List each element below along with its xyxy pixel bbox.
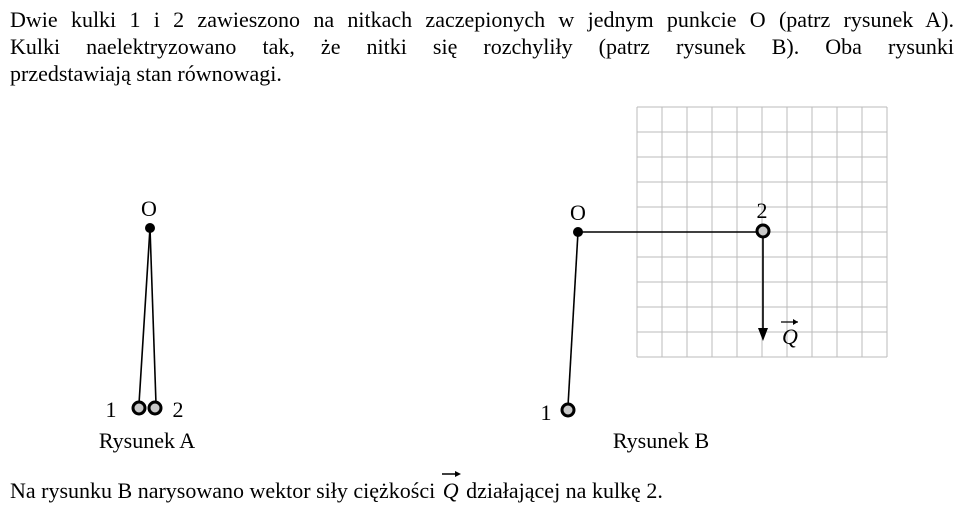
figure-a-thread-1 [139, 228, 150, 404]
figure-b-ball-2-label: 2 [756, 198, 768, 223]
statement-line-1: Dwie kulki 1 i 2 zawieszono na nitkach zaczepionych w jednym punkcie O (patrz rysunek A). [10, 7, 954, 32]
figure-b-ball-1-label: 1 [540, 400, 552, 425]
question-text [10, 477, 663, 505]
statement-line-2: Kulki naelektryzowano tak, że nitki się rozchyliły (patrz rysunek B). Oba rysunki [10, 34, 954, 59]
figure-a-ball-1-label: 1 [105, 397, 117, 422]
question-vector [441, 477, 461, 505]
figure-a [99, 196, 195, 453]
figure-b [541, 107, 888, 453]
statement-line-3: przedstawiają stan równowagi. [10, 61, 282, 86]
figure-a-ball-2-label: 2 [172, 397, 184, 422]
figure-b-ball-2 [757, 225, 769, 237]
figure-b-ball-1 [562, 404, 574, 416]
figure-a-ball-2 [149, 402, 161, 414]
figure-b-point-o [573, 227, 583, 237]
figure-a-thread-2 [150, 228, 156, 404]
figure-a-ball-1 [133, 402, 145, 414]
gravity-vector-label: Q [782, 324, 798, 349]
figure-a-point-o [145, 223, 155, 233]
figure-b-thread-1 [568, 232, 578, 406]
question-vector-symbol: Q [442, 478, 459, 503]
vector-arrow-icon [441, 470, 461, 478]
figure-a-caption: Rysunek A [98, 428, 196, 453]
figure-a-point-o-label: O [141, 196, 157, 221]
figure-b-point-o-label: O [570, 200, 586, 225]
question-text-after: działającej na kulkę 2. [460, 478, 663, 503]
gravity-vector-arrowhead [758, 328, 768, 341]
figure-b-caption: Rysunek B [612, 428, 710, 453]
question-text-before: Na rysunku B narysowano wektor siły ciężkości [10, 478, 441, 503]
